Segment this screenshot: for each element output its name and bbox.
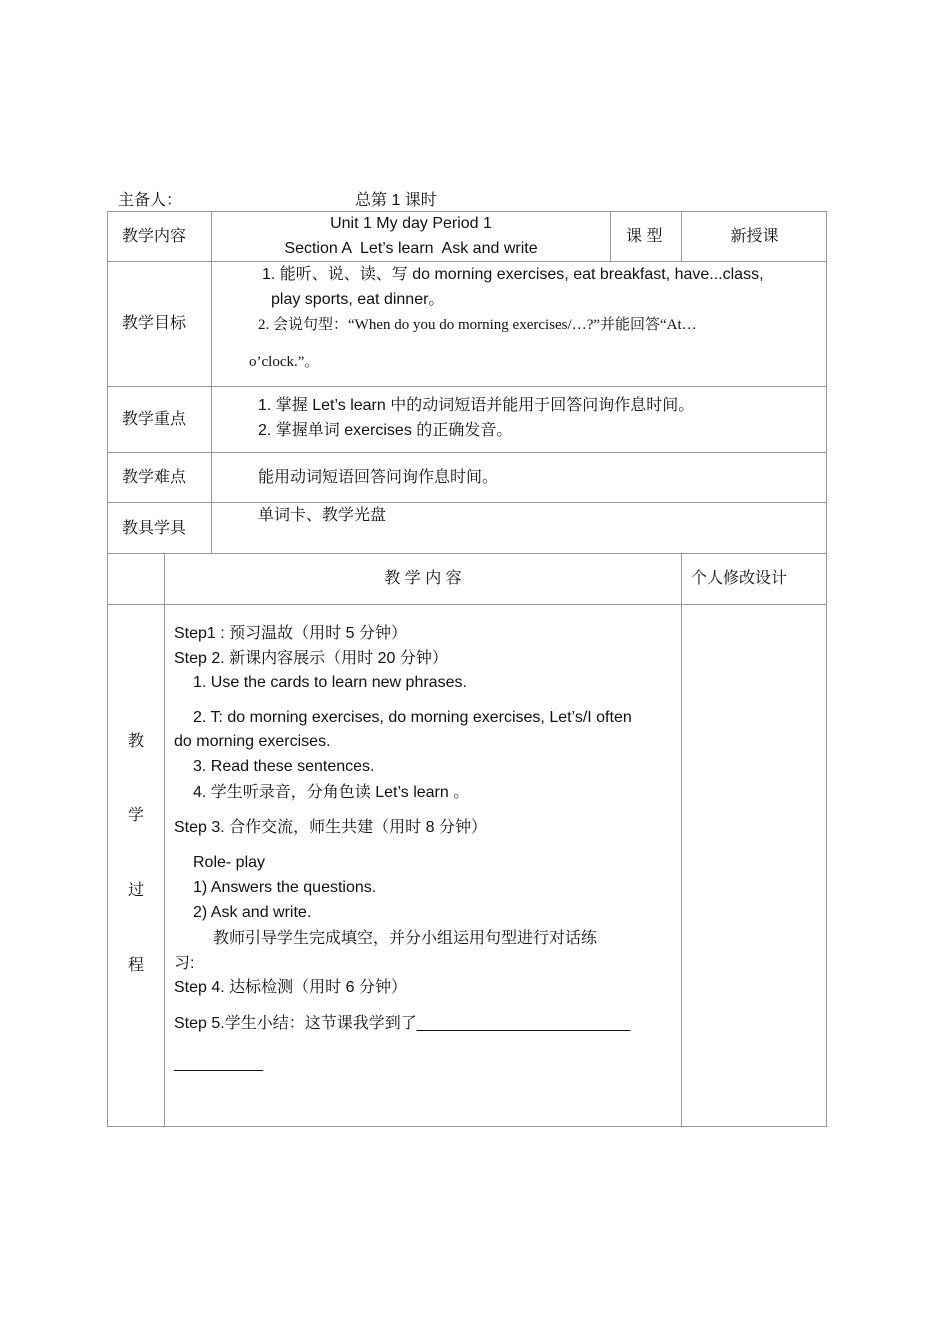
objective-line: 2. 会说句型：“When do you do morning exercises/…?”并能回答“At… (258, 317, 697, 333)
process-line: Step 3. 合作交流，师生共建（用时 8 分钟） (174, 819, 487, 836)
process-content-header: 教 学 内 容 (384, 570, 462, 587)
process-line: 教师引导学生完成填空，并分小组运用句型进行对话练 (213, 930, 598, 947)
process-line: Step1 : 预习温故（用时 5 分钟） (174, 625, 407, 642)
process-line: Step 5.学生小结：这节课我学到了________________________ (174, 1015, 631, 1032)
divider (107, 604, 827, 605)
side-char: 学 (128, 807, 145, 824)
objectives-label: 教学目标 (122, 315, 187, 332)
process-line: 1) Answers the questions. (193, 879, 377, 896)
process-line: 4. 学生听录音，分角色读 Let’s learn 。 (193, 784, 470, 801)
content-label: 教学内容 (122, 228, 187, 245)
side-char: 教 (128, 733, 145, 750)
personal-design-header: 个人修改设计 (691, 570, 788, 587)
process-line: __________ (174, 1055, 263, 1072)
process-line: Role- play (193, 854, 266, 871)
process-line: Step 4. 达标检测（用时 6 分钟） (174, 979, 407, 996)
materials-label: 教具学具 (122, 520, 187, 537)
objective-line: o’clock.”。 (249, 354, 320, 370)
process-line: 习: (174, 955, 195, 972)
side-char: 程 (128, 957, 145, 974)
key-points-label: 教学重点 (122, 411, 187, 428)
lesson-type-value: 新授课 (730, 228, 779, 245)
side-char: 过 (128, 882, 145, 899)
objective-line: play sports, eat dinner。 (271, 291, 445, 308)
divider (107, 452, 827, 453)
divider (164, 553, 165, 1127)
materials-text: 单词卡、教学光盘 (258, 507, 387, 524)
divider (107, 502, 827, 503)
divider (211, 211, 212, 554)
process-line: 3. Read these sentences. (193, 758, 375, 775)
key-point-line: 1. 掌握 Let’s learn 中的动词短语并能用于回答问询作息时间。 (258, 397, 695, 414)
section-title: Section A Let’s learn Ask and write (284, 240, 538, 257)
divider (107, 386, 827, 387)
lesson-total: 总第 1 课时 (355, 192, 437, 209)
divider (681, 553, 682, 1127)
process-line: Step 2. 新课内容展示（用时 20 分钟） (174, 650, 448, 667)
process-line: 1. Use the cards to learn new phrases. (193, 674, 467, 691)
difficulties-label: 教学难点 (122, 469, 187, 486)
process-line: 2. T: do morning exercises, do morning exercises, Let’s/I often (193, 709, 632, 726)
divider (610, 211, 611, 261)
key-point-line: 2. 掌握单词 exercises 的正确发音。 (258, 422, 513, 439)
lesson-type-label: 课 型 (626, 228, 663, 245)
process-line: 2) Ask and write. (193, 904, 312, 921)
objective-line: 1. 能听、说、读、写 do morning exercises, eat breakfast, have...class, (262, 266, 764, 283)
preparer-label: 主备人： (118, 192, 183, 209)
process-line: do morning exercises. (174, 733, 331, 750)
unit-title: Unit 1 My day Period 1 (330, 215, 492, 232)
difficulties-text: 能用动词短语回答问询作息时间。 (258, 469, 499, 486)
